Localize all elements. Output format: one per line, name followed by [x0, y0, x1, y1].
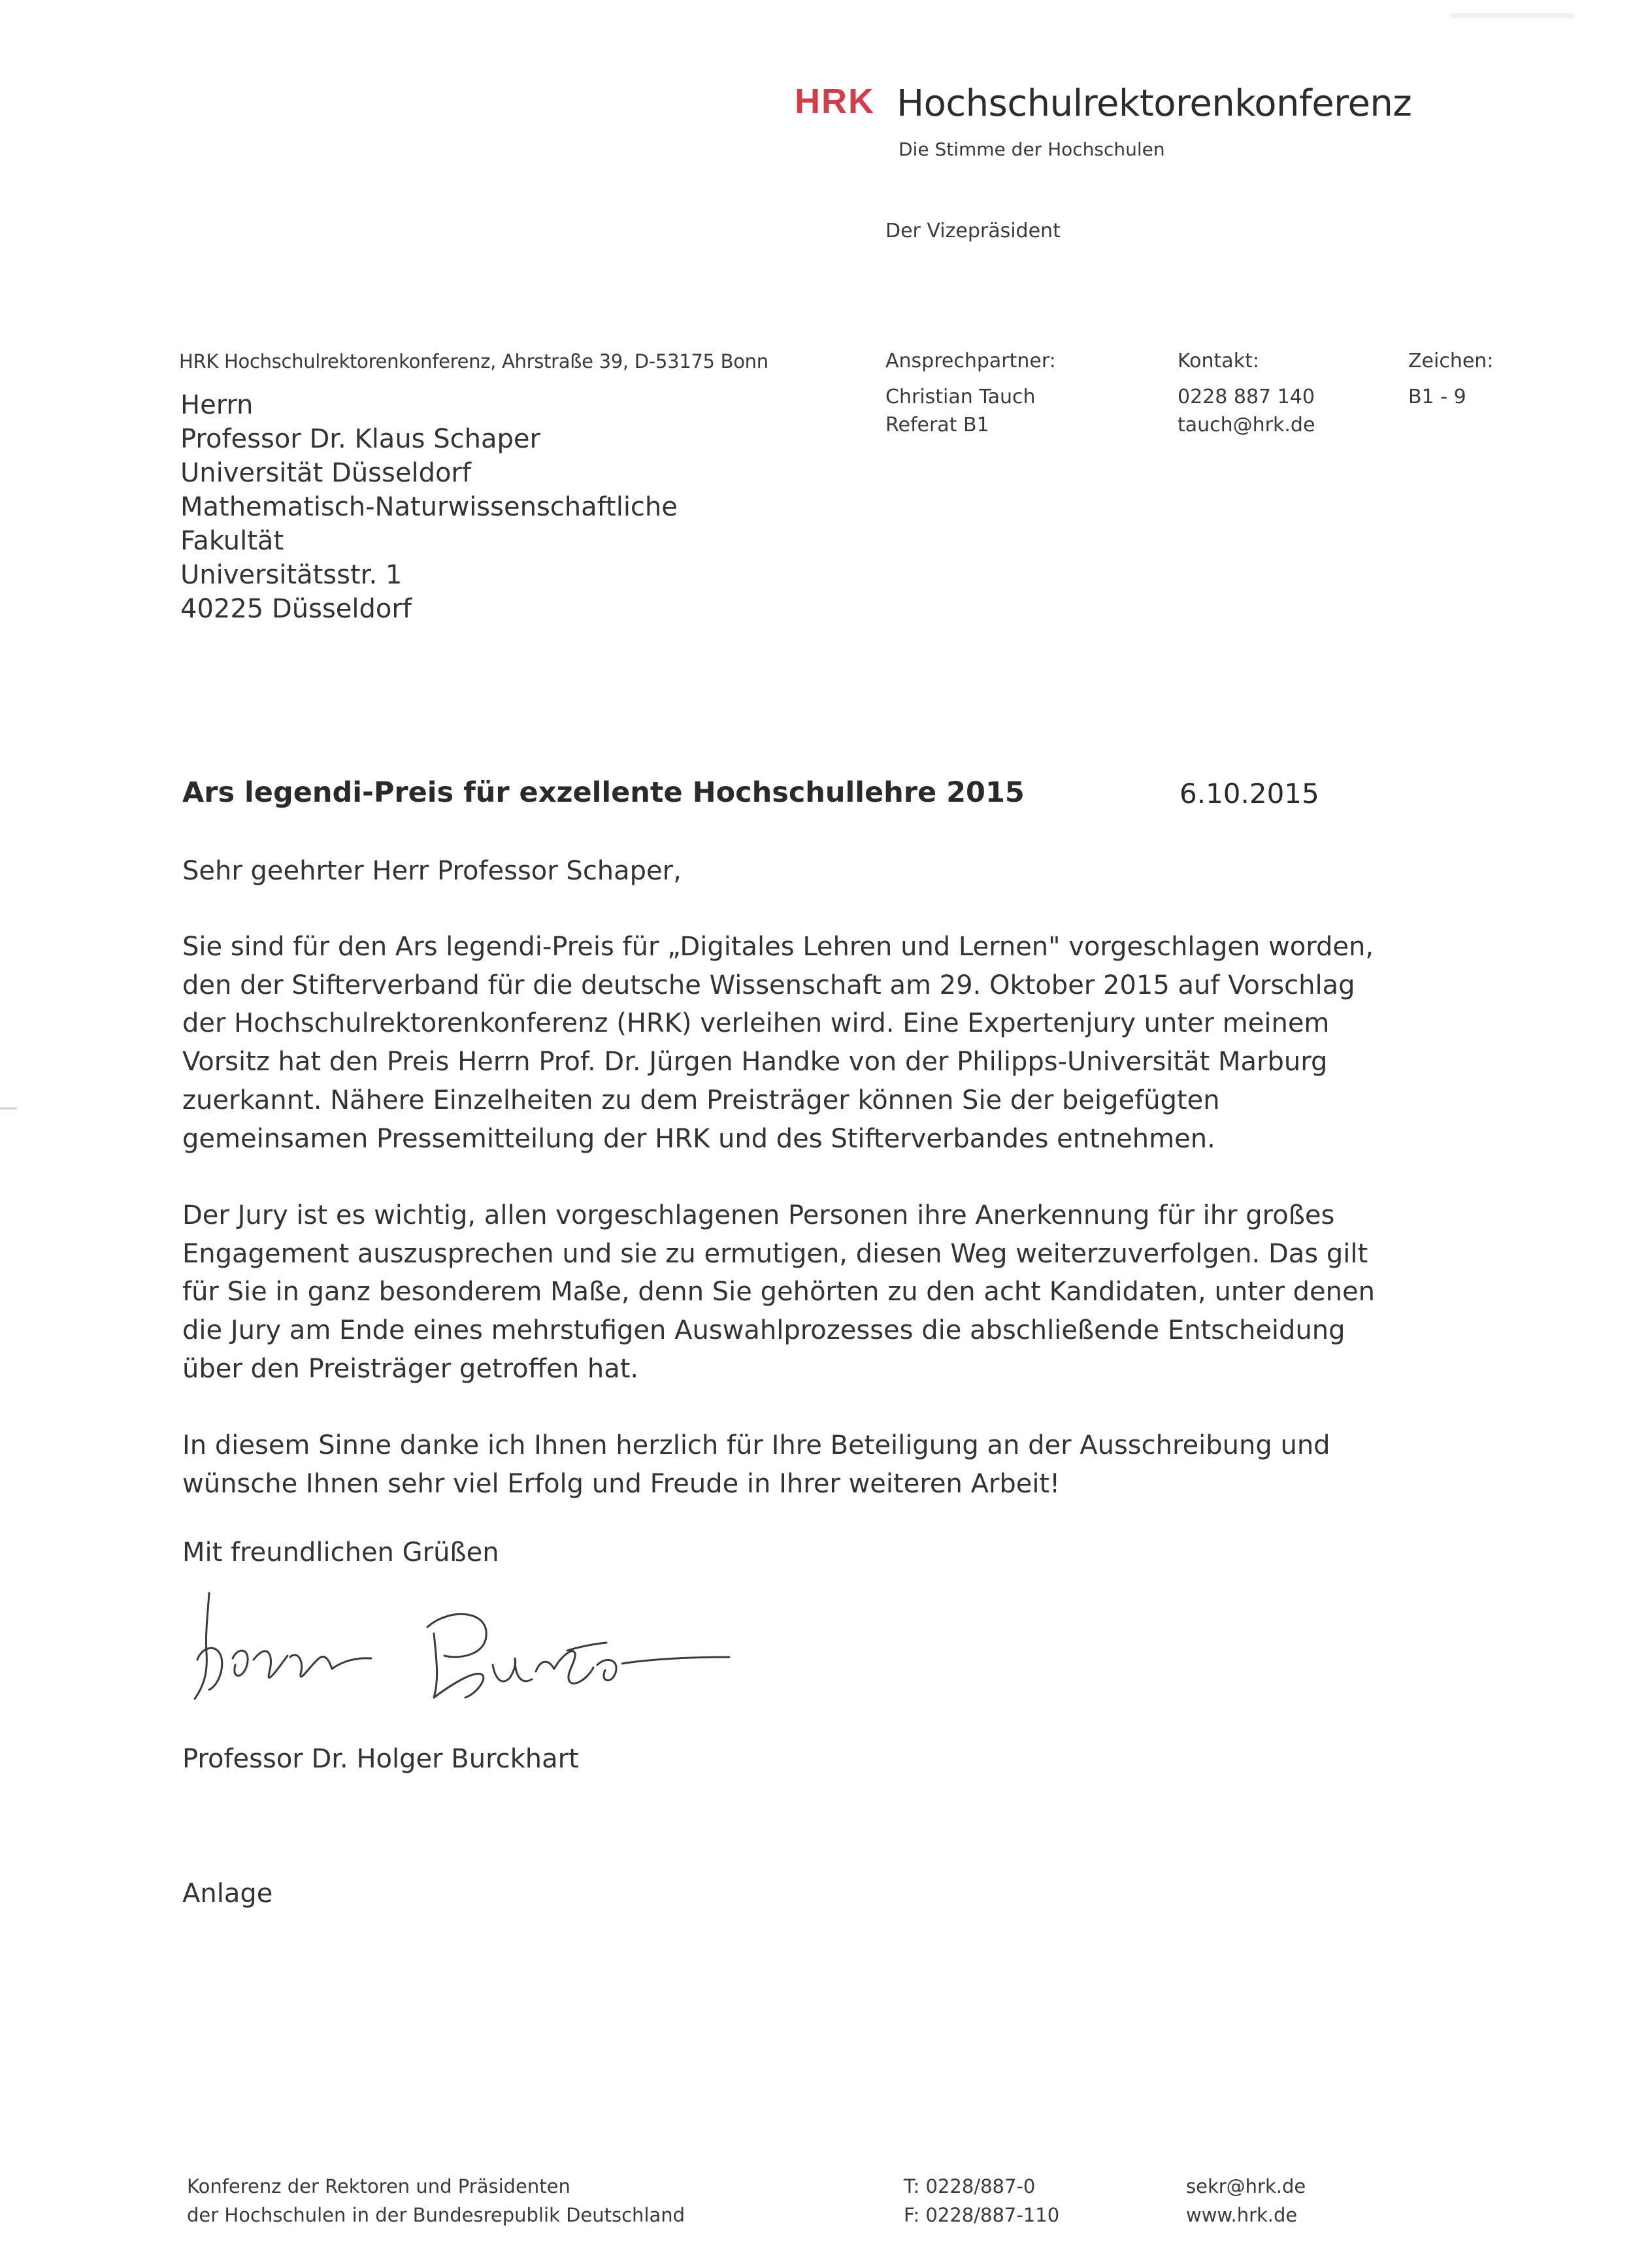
scan-artifact: [1451, 13, 1575, 18]
sender-return-address: HRK Hochschulrektorenkonferenz, Ahrstraße 39, D-53175 Bonn: [179, 350, 768, 372]
org-tagline: Die Stimme der Hochschulen: [899, 139, 1165, 160]
sender-title: Der Vizepräsident: [885, 220, 1061, 242]
contact-person-name: Christian Tauch: [885, 386, 1036, 408]
recipient-line: Mathematisch-Naturwissenschaftliche: [180, 492, 678, 522]
enclosure-note: Anlage: [182, 1879, 273, 1909]
paragraph-line: zuerkannt. Nähere Einzelheiten zu dem Preisträger können Sie der beigefügten: [182, 1085, 1220, 1115]
footer-phone-fax: [904, 2172, 1059, 2229]
footer-fax: F: 0228/887-110: [904, 2204, 1060, 2226]
closing: Mit freundlichen Grüßen: [182, 1537, 499, 1568]
footer-org-line: Konferenz der Rektoren und Präsidenten: [187, 2175, 570, 2197]
paragraph-line: gemeinsamen Pressemitteilung der HRK und des Stifterverbandes entnehmen.: [182, 1123, 1215, 1154]
footer-org: [187, 2172, 685, 2229]
contact-block: [1178, 347, 1315, 439]
recipient-line: Universitätsstr. 1: [180, 560, 403, 590]
paragraph-1: [182, 928, 1374, 1158]
paragraph-line: den der Stifterverband für die deutsche Wissenschaft am 29. Oktober 2015 auf Vorschlag: [182, 970, 1355, 1000]
recipient-line: Herrn: [180, 390, 254, 420]
paragraph-line: die Jury am Ende eines mehrstufigen Auswahlprozesses die abschließende Entscheidung: [182, 1315, 1345, 1346]
footer-org-line: der Hochschulen in der Bundesrepublik Deutschland: [187, 2204, 685, 2226]
recipient-line: Universität Düsseldorf: [180, 458, 471, 488]
letter-subject: Ars legendi-Preis für exzellente Hochschullehre 2015: [182, 776, 1025, 809]
org-name: Hochschulrektorenkonferenz: [897, 82, 1412, 125]
contact-phone: 0228 887 140: [1178, 386, 1315, 408]
hrk-logo-mark: HRK: [795, 82, 875, 121]
contact-person-label: Ansprechpartner:: [885, 350, 1056, 372]
contact-person-block: [885, 347, 1056, 439]
paragraph-line: Vorsitz hat den Preis Herrn Prof. Dr. Jürgen Handke von der Philipps-Universität Marburg: [182, 1047, 1328, 1077]
signer-name: Professor Dr. Holger Burckhart: [182, 1744, 579, 1774]
contact-email: tauch@hrk.de: [1178, 414, 1315, 436]
footer-phone: T: 0228/887-0: [904, 2175, 1036, 2197]
letter-date: 6.10.2015: [1180, 778, 1319, 810]
salutation: Sehr geehrter Herr Professor Schaper,: [182, 856, 682, 886]
recipient-line: 40225 Düsseldorf: [180, 594, 412, 624]
paragraph-2: [182, 1196, 1375, 1389]
handwritten-signature: [175, 1588, 737, 1718]
recipient-line: Professor Dr. Klaus Schaper: [180, 424, 540, 454]
reference-label: Zeichen:: [1408, 350, 1494, 372]
recipient-line: Fakultät: [180, 526, 284, 556]
paragraph-line: wünsche Ihnen sehr viel Erfolg und Freude in Ihrer weiteren Arbeit!: [182, 1468, 1061, 1499]
reference-block: [1408, 347, 1493, 411]
reference-value: B1 - 9: [1408, 386, 1466, 408]
footer-online: [1186, 2172, 1306, 2229]
paragraph-line: In diesem Sinne danke ich Ihnen herzlich für Ihre Beteiligung an der Ausschreibung und: [182, 1430, 1330, 1460]
fold-mark: [0, 1108, 17, 1109]
paragraph-line: über den Preisträger getroffen hat.: [182, 1353, 639, 1384]
contact-label: Kontakt:: [1178, 350, 1259, 372]
footer-email: sekr@hrk.de: [1186, 2175, 1306, 2197]
recipient-address: [180, 388, 678, 626]
footer-web: www.hrk.de: [1186, 2204, 1298, 2226]
paragraph-line: Sie sind für den Ars legendi-Preis für „Digitales Lehren und Lernen" vorgeschlagen worden,: [182, 932, 1374, 962]
paragraph-line: für Sie in ganz besonderem Maße, denn Sie gehörten zu den acht Kandidaten, unter denen: [182, 1277, 1375, 1307]
paragraph-line: der Hochschulrektorenkonferenz (HRK) verleihen wird. Eine Expertenjury unter meinem: [182, 1008, 1330, 1039]
paragraph-line: Der Jury ist es wichtig, allen vorgeschlagenen Personen ihre Anerkennung für ihr großes: [182, 1200, 1335, 1230]
contact-person-department: Referat B1: [885, 414, 989, 436]
paragraph-3: [182, 1426, 1332, 1503]
paragraph-line: Engagement auszusprechen und sie zu ermutigen, diesen Weg weiterzuverfolgen. Das gilt: [182, 1238, 1368, 1269]
